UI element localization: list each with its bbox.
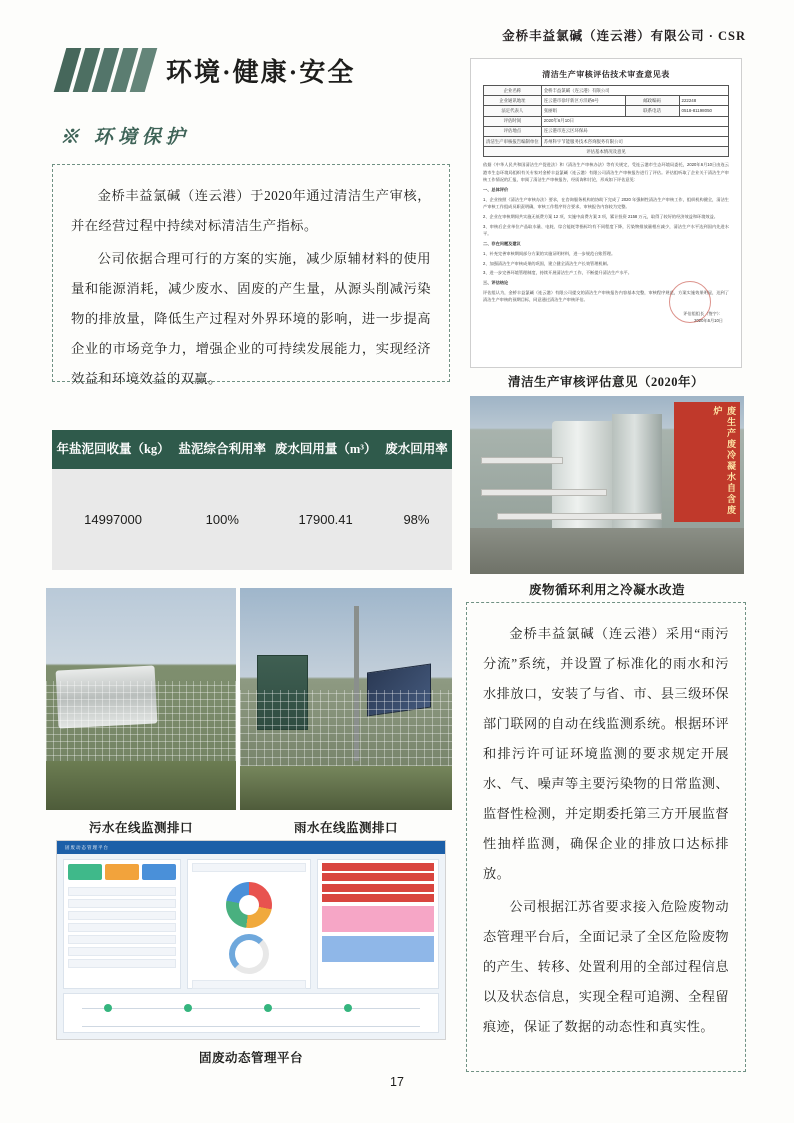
rain-caption: 雨水在线监测排口 (293, 821, 398, 835)
fence-shape (240, 690, 452, 774)
platform-caption: 固废动态管理平台 (198, 1051, 303, 1065)
timeline-node (264, 1004, 272, 1012)
cert-body-line: 二、存在问题及建议 (483, 240, 521, 246)
list-item (68, 935, 176, 944)
table-row (484, 147, 729, 157)
cert-cell-value: 2020年6月10日 (541, 116, 728, 126)
ring-chart (229, 934, 269, 974)
cert-body-line: 评估组认为，金桥丰益氯碱（连云港）有限公司提交的清洁生产审核报告内容基本完整，审核程序规范，方案实施效果明显，达到了清洁生产审核的预期目标，同意通过清洁生产审核评估。 (483, 290, 729, 303)
cert-body-line: 一、总体评价 (483, 186, 509, 192)
list-item (68, 959, 176, 968)
alert-row (322, 863, 434, 871)
cert-cell-label: 企业通讯地址 (484, 96, 542, 106)
condensate-caption: 废物循环利用之冷凝水改造 (528, 583, 685, 597)
table-row (484, 126, 729, 136)
ground-shape (240, 766, 452, 810)
list-item (68, 947, 176, 956)
platform-column-right (317, 859, 439, 989)
sewage-caption: 污水在线监测排口 (88, 821, 193, 835)
photo-sewage-outlet (46, 588, 236, 810)
kpi-row (64, 860, 180, 884)
timeline-node (104, 1004, 112, 1012)
certificate-caption: 清洁生产审核评估意见（2020年） (507, 375, 704, 389)
cert-sign-line: 评估组组长（签字）： (683, 310, 723, 316)
cert-cell-label: 企业名称 (484, 86, 542, 96)
platform-topbar-title: 固废动态管理平台 (65, 844, 109, 850)
cert-cell-value: 金桥丰益氯碱（连云港）有限公司 (541, 86, 728, 96)
platform-topbar (57, 841, 445, 854)
timeline-label (64, 994, 438, 996)
cert-cell-label: 评估地点 (484, 126, 542, 136)
photo-rainwater-outlet (240, 588, 452, 810)
platform-timeline (63, 993, 439, 1033)
col-header-salt-mud-utilization: 盐泥综合利用率 (174, 430, 270, 469)
page-number: 17 (390, 1075, 404, 1089)
kpi-card (142, 864, 176, 880)
pipe-shape (497, 513, 661, 520)
environment-intro-box (52, 164, 450, 386)
certificate-doc-title: 清洁生产审核评估技术审查意见表 (542, 70, 670, 79)
cert-cell-value: 222248 (679, 96, 728, 106)
list-item (68, 899, 176, 908)
cert-cell-label: 联系电话 (625, 106, 679, 116)
cert-cell-label: 邮政编码 (625, 96, 679, 106)
cert-cell-label: 评估基本情况及意见 (484, 147, 729, 157)
kpi-card (105, 864, 139, 880)
photo-art (470, 396, 744, 574)
timeline-node (184, 1004, 192, 1012)
list-item (68, 887, 176, 896)
monitoring-text-box (466, 602, 746, 1072)
table-row (484, 86, 729, 96)
photo-art (46, 588, 236, 810)
cert-body-line: 3、进一步完善环境管理制度，持续开展清洁生产工作，不断提升清洁生产水平。 (483, 270, 632, 276)
list-item (68, 911, 176, 920)
cell-wastewater-reuse-rate: 98% (381, 469, 452, 570)
cert-cell-label: 法定代表人 (484, 106, 542, 116)
table-row (484, 96, 729, 106)
pipe-shape (481, 457, 563, 464)
cell-salt-mud-recovery: 14997000 (52, 469, 174, 570)
cert-cell-label: 评估时间 (484, 116, 542, 126)
col-header-wastewater-reuse-volume: 废水回用量（m³） (270, 430, 381, 469)
cert-body-line: 2、企业在审核期间共实施无低费方案 12 项，实施中高费方案 3 项，累计投资 2158 万元，取得了较好的经济效益和环境效益。 (483, 213, 718, 219)
donut-chart (226, 882, 272, 928)
intro-paragraph-2: 公司依据合理可行的方案的实施，减少原辅材料的使用量和能源消耗，减少废水、固废的产生量，从源头削减污染物的排放量，降低生产过程对外界环境的影响，进一步提高企业的市场竞争力，增强企业的可持续发展能力，实现经济效益和环境效益的双赢。 (71, 251, 431, 386)
photo-waste-management-platform (56, 840, 446, 1040)
certificate-figure (470, 58, 742, 368)
monitoring-paragraph-1: 金桥丰益氯碱（连云港）采用“雨污分流”系统，并设置了标准化的雨水和污水排放口，安装了与省、市、县三级环保部门联网的自动在线监测系统。根据环评和排污许可证环境监测的要求规定开展水、气、噪声等主要污染物的日常监测、监督性检测，并定期委托第三方开展监督性抽样监测，确保企业的排放口达标排放。 (483, 626, 729, 881)
platform-column-middle (187, 859, 311, 989)
title-block (60, 48, 355, 92)
cert-body-line: 三、评估结论 (483, 280, 509, 286)
intro-paragraph-1: 金桥丰益氯碱（连云港）于2020年通过清洁生产审核，并在经营过程中持续对标清洁生产指标。 (71, 188, 431, 233)
monitoring-paragraph-2: 公司根据江苏省要求接入危险废物动态管理平台后，全面记录了全区危险废物的产生、转移、处置利用的全部过程信息以及状态信息，实现全程可追溯、全程留痕迹，保证了数据的动态性和真实性。 (483, 899, 729, 1034)
ground-shape (46, 761, 236, 810)
photo-condensate-recovery (470, 396, 744, 574)
ground-shape (470, 528, 744, 574)
panel-card (322, 936, 434, 962)
timeline-track (82, 1008, 420, 1009)
cert-cell-value: 苏州科宇节能服务技术咨询服务有限公司 (541, 136, 728, 146)
cert-cell-label: 清洁生产审核报告编制单位 (484, 136, 542, 146)
list-item (192, 863, 306, 872)
timeline-node (344, 1004, 352, 1012)
table-row (484, 116, 729, 126)
page-title: 环境·健康·安全 (166, 57, 356, 87)
cert-cell-value: 张丽娟 (541, 106, 625, 116)
cell-salt-mud-utilization: 100% (174, 469, 270, 570)
alert-row (322, 894, 434, 902)
cert-body-line: 1、补充完善审核期间部分方案的实施证明材料，进一步规范台账管理。 (483, 250, 616, 256)
panel-card (322, 906, 434, 932)
cert-cell-value: 连云港市连云区环保局 (541, 126, 728, 136)
timeline-track (82, 1026, 420, 1027)
alert-row (322, 873, 434, 881)
certificate-signature (483, 310, 729, 325)
cert-cell-value: 0518-81198050 (679, 106, 728, 116)
pipe-shape (481, 489, 607, 496)
list-item (192, 980, 306, 989)
list-item (68, 923, 176, 932)
table-header-row (52, 430, 452, 469)
red-stamp-icon (669, 281, 711, 323)
red-banner-text: 废生产废冷凝水自含废炉 (674, 402, 740, 522)
fence-shape (46, 681, 236, 770)
col-header-salt-mud-recovery: 年盐泥回收量（kg） (52, 430, 174, 469)
cert-cell-value: 连云港市徐圩新区方洋路9号 (541, 96, 625, 106)
certificate-document (470, 58, 742, 368)
cert-body-line: 3、审核后企业单位产品取水量、电耗、综合能耗等指标均有不同程度下降，污染物排放量相应减少，清洁生产水平达到国内先进水平。 (483, 223, 729, 237)
certificate-info-table (483, 85, 729, 157)
table-row (52, 469, 452, 570)
section-title: ※ 环境保护 (60, 127, 190, 148)
table-row (484, 136, 729, 146)
col-header-wastewater-reuse-rate: 废水回用率 (381, 430, 452, 469)
kpi-card (68, 864, 102, 880)
environment-data-table (52, 430, 452, 570)
alert-row (322, 884, 434, 892)
stripes-logo-icon (60, 48, 152, 92)
cert-body-line: 2、加强清洁生产审核成果的巩固，建立健全清洁生产长效管理机制。 (483, 260, 611, 266)
photo-art (240, 588, 452, 810)
header-brand: 金桥丰益氯碱（连云港）有限公司 · CSR (502, 29, 746, 43)
cert-body-line: 依据《中华人民共和国清洁生产促进法》和《清洁生产审核办法》等有关规定，受连云港市生态环境局委托，2020年6月10日由连云港市生态环境局组织有关专家对金桥丰益氯碱（连云港）有限公司清洁生产审核报告进行了评估。评估组听取了企业关于清洁生产审核工作情况的汇报，审阅了清洁生产审核报告，经质询和讨论，形成如下评估意见： (483, 162, 729, 182)
platform-screenshot (57, 841, 445, 1039)
cert-sign-line: 2020年6月10日 (694, 318, 723, 324)
cell-wastewater-reuse-volume: 17900.41 (270, 469, 381, 570)
table-row (484, 106, 729, 116)
cert-body-line: 1、企业按照《清洁生产审核办法》要求，在咨询服务机构的协助下完成了 2020 年强制性清洁生产审核工作，组织机构健全，清洁生产审核工作组成员职责明确，审核工作程序符合要求，审核报告内容较为完整。 (483, 196, 729, 210)
platform-column-left (63, 859, 181, 989)
